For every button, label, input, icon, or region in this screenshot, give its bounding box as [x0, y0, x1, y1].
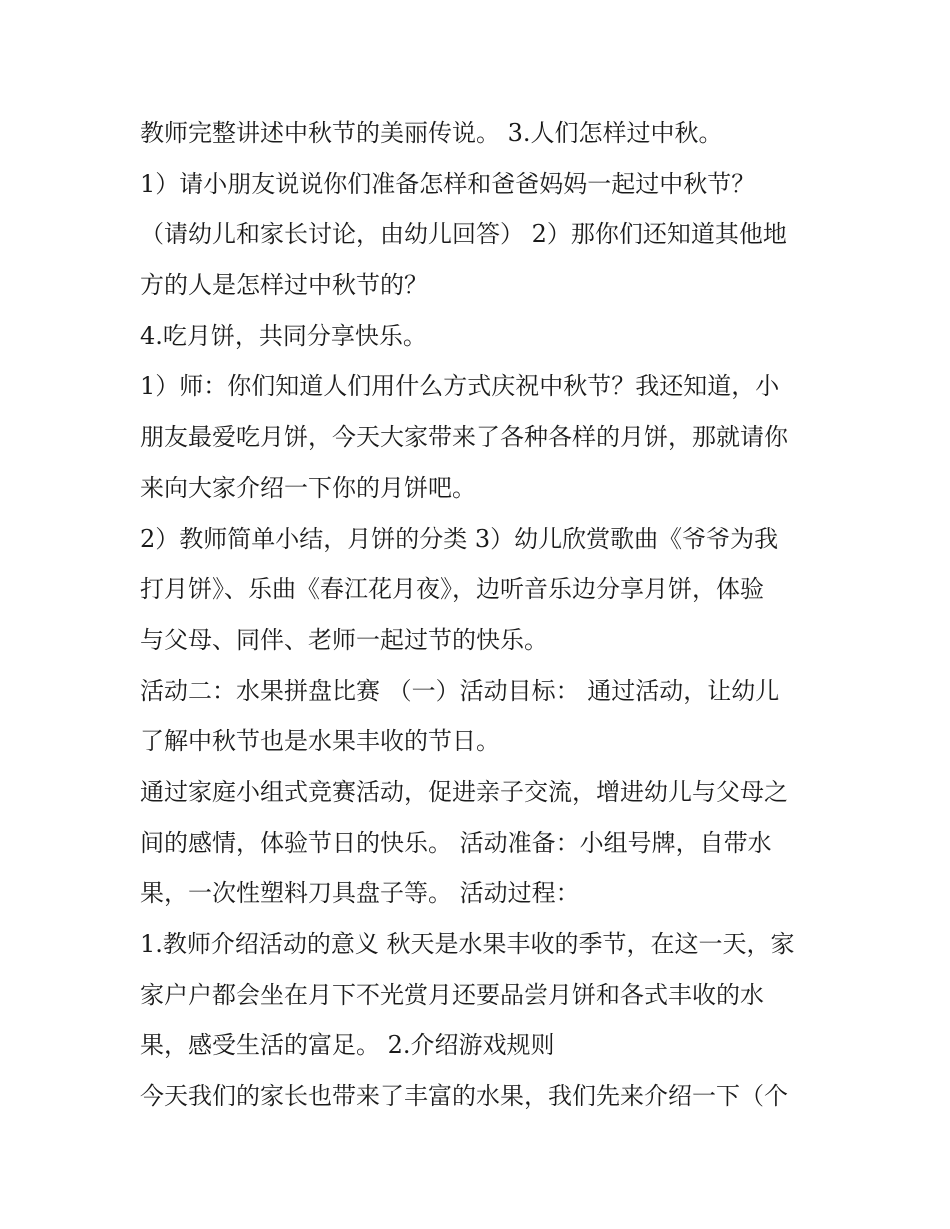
text-line: （请幼儿和家长讨论，由幼儿回答） 2）那你们还知道其他地 [140, 220, 787, 249]
text-line: 4.吃月饼，共同分享快乐。 [140, 321, 427, 350]
text-line: 2）教师简单小结，月饼的分类 3）幼儿欣赏歌曲《爷爷为我 [140, 524, 779, 553]
text-line: 通过家庭小组式竞赛活动，促进亲子交流，增进幼儿与父母之 [140, 777, 788, 806]
text-line: 教师完整讲述中秋节的美丽传说。 3.人们怎样过中秋。 [140, 119, 723, 147]
text-line: 来向大家介绍一下你的月饼吧。 [140, 473, 476, 502]
text-line: 1.教师介绍活动的意义 秋天是水果丰收的季节，在这一天，家 [140, 930, 795, 958]
text-line: 今天我们的家长也带来了丰富的水果，我们先来介绍一下（个 [140, 1082, 788, 1111]
text-line: 家户户都会坐在月下不光赏月还要品尝月饼和各式丰收的水 [140, 980, 764, 1009]
text-line: 1）请小朋友说说你们准备怎样和爸爸妈妈一起过中秋节？ [140, 169, 756, 198]
text-line: 打月饼》、乐曲《春江花月夜》，边听音乐边分享月饼，体验 [140, 575, 764, 604]
text-line: 果，一次性塑料刀具盘子等。 活动过程： [140, 879, 580, 908]
body-text [140, 108, 830, 1122]
text-line: 1）师：你们知道人们用什么方式庆祝中秋节？我还知道，小 [140, 372, 780, 401]
text-line: 朋友最爱吃月饼，今天大家带来了各种各样的月饼，那就请你 [140, 423, 788, 452]
text-line: 方的人是怎样过中秋节的？ [140, 271, 428, 300]
text-line: 与父母、同伴、老师一起过节的快乐。 [140, 625, 548, 654]
text-line: 了解中秋节也是水果丰收的节日。 [140, 727, 500, 756]
text-line: 间的感情，体验节日的快乐。 活动准备：小组号牌，自带水 [140, 828, 772, 857]
text-line: 活动二：水果拼盘比赛 （一）活动目标： 通过活动，让幼儿 [140, 676, 780, 705]
text-line: 果，感受生活的富足。 2.介绍游戏规则 [140, 1031, 555, 1060]
